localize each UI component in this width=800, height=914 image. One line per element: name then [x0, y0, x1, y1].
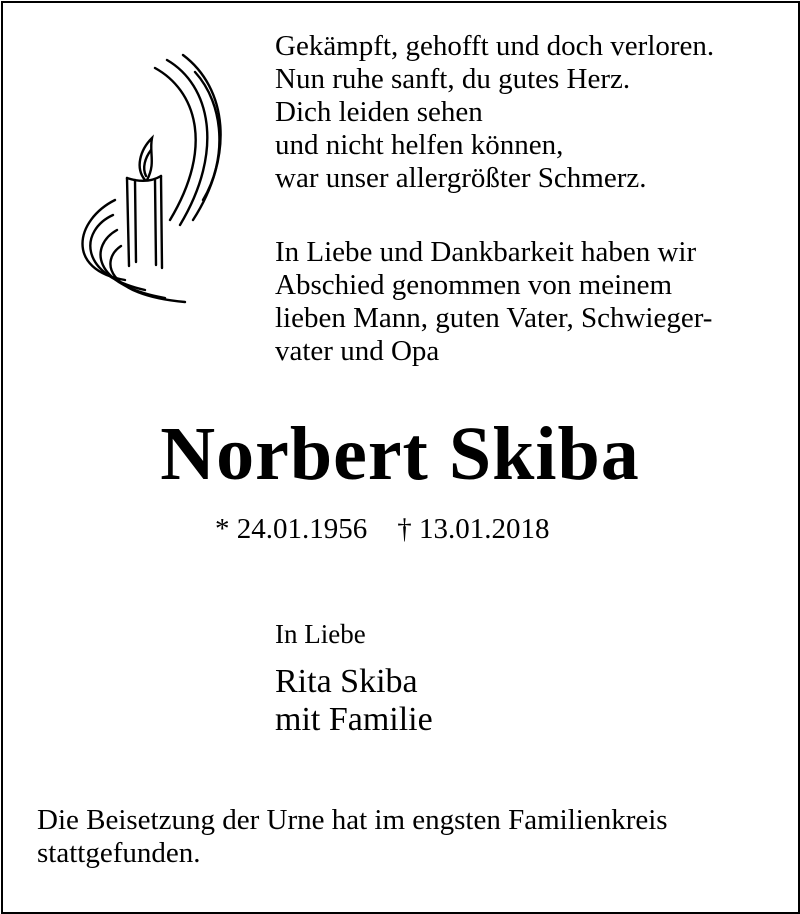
- farewell-line: In Liebe und Dankbarkeit haben wir: [275, 236, 697, 268]
- deceased-name: Norbert Skiba: [160, 412, 640, 496]
- signers: [275, 663, 433, 739]
- signoff-intro: In Liebe: [275, 619, 366, 649]
- signer-line: Rita Skiba: [275, 663, 418, 700]
- poem-line: Gekämpft, gehofft und doch verloren.: [275, 30, 715, 62]
- candle-with-swirls-icon: [55, 50, 240, 310]
- farewell-text: [275, 236, 712, 368]
- farewell-line: Abschied genommen von meinem: [275, 269, 673, 301]
- poem-line: Dich leiden sehen: [275, 96, 483, 128]
- notice-line: stattgefunden.: [37, 837, 201, 869]
- death-date: † 13.01.2018: [397, 513, 550, 545]
- life-dates: [215, 512, 550, 546]
- poem-line: und nicht helfen können,: [275, 129, 564, 161]
- farewell-line: vater und Opa: [275, 335, 440, 367]
- farewell-line: lieben Mann, guten Vater, Schwieger-: [275, 302, 713, 334]
- burial-notice: [37, 804, 668, 870]
- signer-line: mit Familie: [275, 701, 433, 738]
- poem: [275, 30, 714, 195]
- birth-date: * 24.01.1956: [215, 513, 368, 545]
- notice-line: Die Beisetzung der Urne hat im engsten Familienkreis: [37, 804, 668, 836]
- poem-line: war unser allergrößter Schmerz.: [275, 162, 647, 194]
- poem-line: Nun ruhe sanft, du gutes Herz.: [275, 63, 631, 95]
